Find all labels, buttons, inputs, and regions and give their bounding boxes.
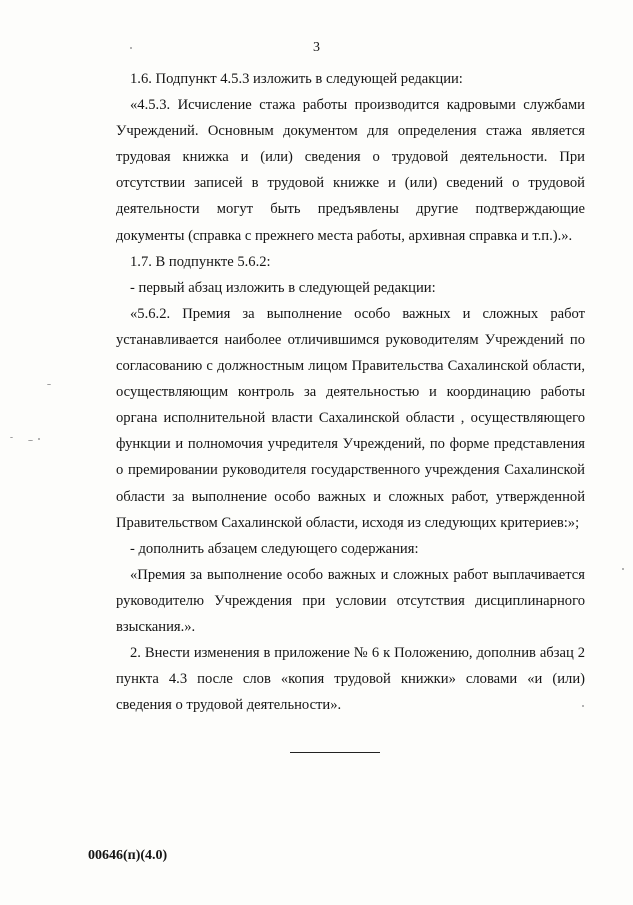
scan-speck: [10, 437, 13, 438]
scan-speck: [622, 568, 624, 570]
separator-line: [290, 752, 380, 753]
paragraph-1-7: 1.7. В подпункте 5.6.2:: [130, 253, 271, 270]
scan-speck: [38, 438, 40, 440]
scan-speck: [130, 47, 132, 49]
paragraph-2: 2. Внести изменения в приложение № 6 к Положению, дополнив абзац 2 пункта 4.3 после слов «копия трудовой книжки» словами «и (или) сведения о трудовой деятельности».: [116, 645, 585, 714]
document-body: [116, 66, 585, 718]
document-code: 00646(п)(4.0): [88, 848, 168, 863]
scan-speck: [28, 440, 33, 441]
paragraph-first-abzac: - первый абзац изложить в следующей редакции:: [130, 279, 436, 296]
page-number: 3: [313, 40, 320, 55]
paragraph-1-6: 1.6. Подпункт 4.5.3 изложить в следующей редакции:: [130, 71, 463, 87]
paragraph-premium-text: «Премия за выполнение особо важных и сложных работ выплачивается руководителю Учреждения при условии отсутствия дисциплинарного взыскания.».: [116, 566, 585, 635]
paragraph-5-6-2-text: «5.6.2. Премия за выполнение особо важных и сложных работ устанавливается наиболее отличившимся руководителям Учреждений по согласованию с должностным лицом Правительства Сахалинской области, осуществляющим контроль за деятельностью и координацию работы органа исполнительной власти Сахалинской области , осуществляющего функции и полномочия учредителя Учреждений, по форме представления о премировании руководителя государственного учреждения Сахалинской области за выполнение особо важных и сложных работ, утвержденной Правительством Сахалинской области, исходя из следующих критериев:»;: [116, 305, 585, 531]
paragraph-4-5-3-text: «4.5.3. Исчисление стажа работы производится кадровыми службами Учреждений. Основным документом для определения стажа является трудовая книжка и (или) сведения о трудовой деятельности. При отсутствии записей в трудовой книжке и (или) сведений о трудовой деятельности могут быть предъявлены другие подтверждающие документы (справка с прежнего места работы, архивная справка и т.п.).».: [116, 97, 585, 244]
paragraph-add-abzac: - дополнить абзацем следующего содержания:: [130, 540, 419, 557]
scan-speck: [582, 705, 584, 707]
scan-speck: [47, 384, 51, 385]
